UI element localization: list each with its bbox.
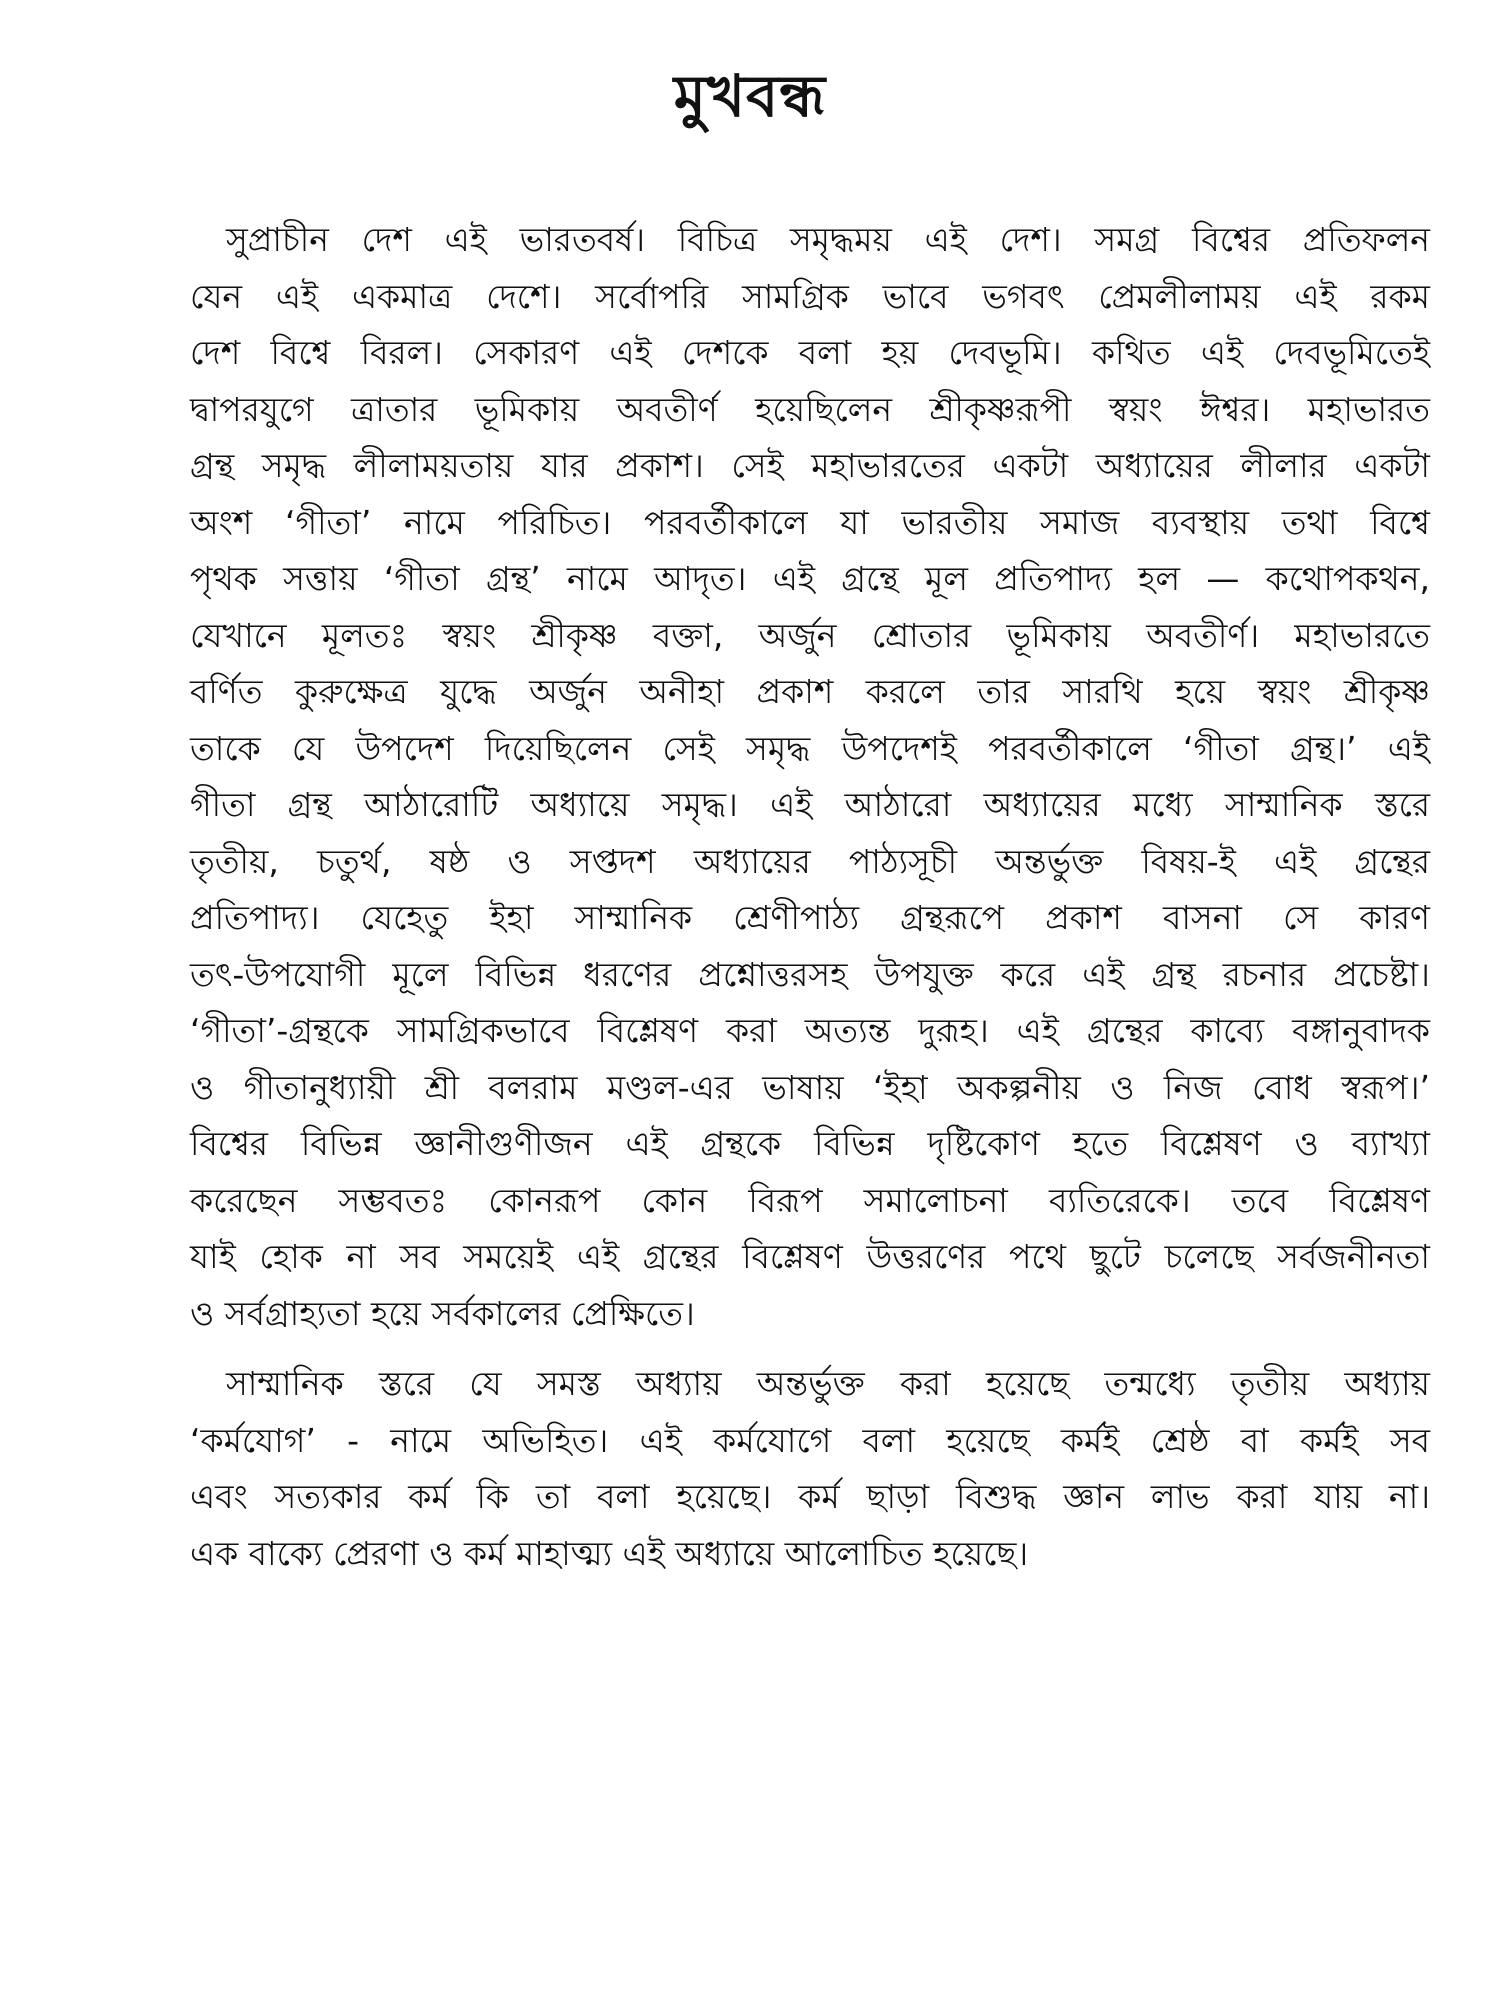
paragraph-1-line-13: প্রতিপাদ্য। যেহেতু ইহা সাম্মানিক শ্রেণীপাঠ্য গ্রন্থরূপে প্রকাশ বাসনা সে কারণ	[190, 898, 1430, 937]
paragraph-2-line-1: সাম্মানিক স্তরে যে সমস্ত অধ্যায় অন্তর্ভুক্ত করা হয়েছে তন্মধ্যে তৃতীয় অধ্যায়	[226, 1364, 1430, 1403]
paragraph-2-line-4: এক বাক্যে প্রেরণা ও কর্ম মাহাত্ম্য এই অধ্যায়ে আলোচিত হয়েছে।	[190, 1533, 1029, 1573]
paragraph-1-line-2: যেন এই একমাত্র দেশে। সর্বোপরি সামগ্রিক ভাবে ভগবৎ প্রেমলীলাময় এই রকম	[190, 276, 1430, 316]
paragraph-1-line-16: ও গীতানুধ্যায়ী শ্রী বলরাম মণ্ডল-এর ভাষায় ‘ইহা অকল্পনীয় ও নিজ বোধ স্বরূপ।’	[190, 1067, 1430, 1107]
paragraph-1-line-4: দ্বাপরযুগে ত্রাতার ভূমিকায় অবতীর্ণ হয়েছিলেন শ্রীকৃষ্ণরূপী স্বয়ং ঈশ্বর। মহাভারত	[190, 389, 1430, 429]
paragraph-1-line-10: তাকে যে উপদেশ দিয়েছিলেন সেই সমৃদ্ধ উপদেশই পরবর্তীকালে ‘গীতা গ্রন্থ।’ এই	[190, 728, 1430, 768]
body-text	[190, 212, 1430, 1582]
paragraph-1-line-7: পৃথক সত্তায় ‘গীতা গ্রন্থ’ নামে আদৃত। এই গ্রন্থে মূল প্রতিপাদ্য হল — কথোপকথন,	[190, 559, 1430, 598]
paragraph-1-line-9: বর্ণিত কুরুক্ষেত্র যুদ্ধে অর্জুন অনীহা প্রকাশ করলে তার সারথি হয়ে স্বয়ং শ্রীকৃষ্ণ	[190, 672, 1430, 711]
paragraph-1-line-5: গ্রন্থ সমৃদ্ধ লীলাময়তায় যার প্রকাশ। সেই মহাভারতের একটা অধ্যায়ের লীলার একটা	[190, 446, 1430, 485]
paragraph-1-line-20: ও সর্বগ্রাহ্যতা হয়ে সর্বকালের প্রেক্ষিতে।	[190, 1293, 695, 1333]
paragraph-1-line-8: যেখানে মূলতঃ স্বয়ং শ্রীকৃষ্ণ বক্তা, অর্জুন শ্রোতার ভূমিকায় অবতীর্ণ। মহাভারতে	[190, 615, 1430, 655]
paragraph-2	[190, 1356, 1430, 1582]
paragraph-1-line-14: তৎ-উপযোগী মূলে বিভিন্ন ধরণের প্রশ্নোত্তরসহ উপযুক্ত করে এই গ্রন্থ রচনার প্রচেষ্টা।	[190, 954, 1430, 994]
page-title: মুখবন্ধ	[673, 62, 827, 130]
paragraph-spacer	[190, 1342, 1430, 1356]
paragraph-1-line-12: তৃতীয়, চতুর্থ, ষষ্ঠ ও সপ্তদশ অধ্যায়ের পাঠ্যসূচী অন্তর্ভুক্ত বিষয়-ই এই গ্রন্থের	[190, 841, 1430, 881]
paragraph-1-line-17: বিশ্বের বিভিন্ন জ্ঞানীগুণীজন এই গ্রন্থকে বিভিন্ন দৃষ্টিকোণ হতে বিশ্লেষণ ও ব্যাখ্যা	[190, 1124, 1430, 1163]
paragraph-1-line-11: গীতা গ্রন্থ আঠারোটি অধ্যায়ে সমৃদ্ধ। এই আঠারো অধ্যায়ের মধ্যে সাম্মানিক স্তরে	[190, 785, 1430, 824]
paragraph-1-line-6: অংশ ‘গীতা’ নামে পরিচিত। পরবর্তীকালে যা ভারতীয় সমাজ ব্যবস্থায় তথা বিশ্বে	[190, 502, 1430, 542]
paragraph-2-line-3: এবং সত্যকার কর্ম কি তা বলা হয়েছে। কর্ম ছাড়া বিশুদ্ধ জ্ঞান লাভ করা যায় না।	[190, 1477, 1430, 1516]
paragraph-1-line-15: ‘গীতা’-গ্রন্থকে সামগ্রিকভাবে বিশ্লেষণ করা অত্যন্ত দুরূহ। এই গ্রন্থের কাব্যে বঙ্গানুবাদক	[190, 1011, 1430, 1050]
paragraph-1-line-3: দেশ বিশ্বে বিরল। সেকারণ এই দেশকে বলা হয় দেবভূমি। কথিত এই দেবভূমিতেই	[190, 333, 1430, 372]
paragraph-1-line-19: যাই হোক না সব সময়েই এই গ্রন্থের বিশ্লেষণ উত্তরণের পথে ছুটে চলেছে সর্বজনীনতা	[190, 1237, 1430, 1276]
paragraph-2-line-2: ‘কর্মযোগ’ - নামে অভিহিত। এই কর্মযোগে বলা হয়েছে কর্মই শ্রেষ্ঠ বা কর্মই সব	[190, 1420, 1430, 1460]
paragraph-1-line-18: করেছেন সম্ভবতঃ কোনরূপ কোন বিরূপ সমালোচনা ব্যতিরেকে। তবে বিশ্লেষণ	[190, 1180, 1430, 1220]
paragraph-1	[190, 212, 1430, 1342]
paragraph-1-line-1: সুপ্রাচীন দেশ এই ভারতবর্ষ। বিচিত্র সমৃদ্ধময় এই দেশ। সমগ্র বিশ্বের প্রতিফলন	[226, 220, 1430, 259]
